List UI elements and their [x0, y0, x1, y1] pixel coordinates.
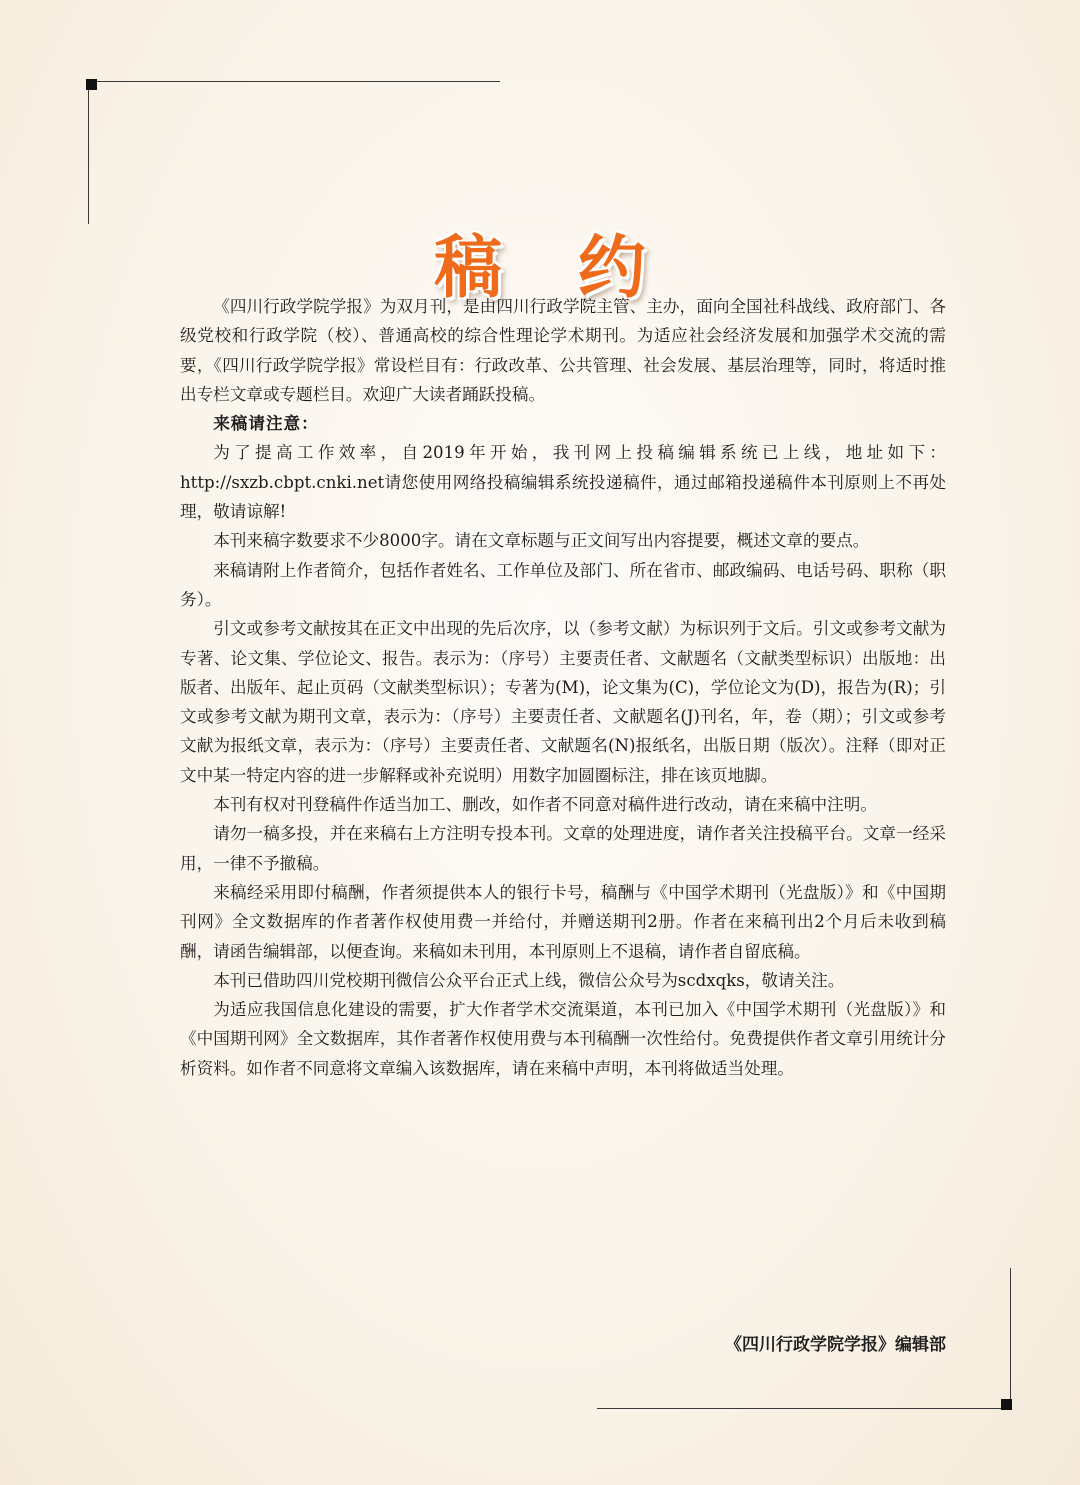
notice-heading: 来稿请注意： — [213, 413, 319, 434]
editorial-signature: 《四川行政学院学报》编辑部 — [725, 1335, 946, 1355]
corner-rule-bottom-right-horizontal — [597, 1408, 1011, 1409]
author-info-paragraph: 来稿请附上作者简介，包括作者姓名、工作单位及部门、所在省市、邮政编码、电话号码、职称（职务）。 — [180, 560, 946, 609]
database-paragraph: 为适应我国信息化建设的需要，扩大作者学术交流渠道，本刊已加入《中国学术期刊（光盘版）》和《中国期刊网》全文数据库，其作者著作权使用费与本刊稿酬一次性给付。免费提供作者文章引用统计分析资料。如作者不同意将文章编入该数据库，请在来稿中声明，本刊将做适当处理。 — [180, 1000, 946, 1078]
multiple-submission-paragraph: 请勿一稿多投，并在来稿右上方注明专投本刊。文章的处理进度，请作者关注投稿平台。文章一经采用，一律不予撤稿。 — [180, 824, 946, 873]
corner-rule-top-left-vertical — [88, 81, 89, 224]
article-body — [180, 292, 946, 1083]
references-paragraph: 引文或参考文献按其在正文中出现的先后次序，以（参考文献）为标识列于文后。引文或参考文献为专著、论文集、学位论文、报告。表示为：（序号）主要责任者、文献题名（文献类型标识）出版地：出版者、出版年、起止页码（文献类型标识）；专著为(M)，论文集为(C)，学位论文为(D)，报告为(R)；引文或参考文献为期刊文章，表示为：（序号）主要责任者、文献题名(J)刊名，年，卷（期）；引文或参考文献为报纸文章，表示为：（序号）主要责任者、文献题名(N)报纸名，出版日期（版次）。注释（即对正文中某一特定内容的进一步解释或补充说明）用数字加圆圈标注，排在该页地脚。 — [180, 619, 946, 785]
submission-system-paragraph: 为了提高工作效率，自2019年开始，我刊网上投稿编辑系统已上线，地址如下：http://sxzb.cbpt.cnki.net请您使用网络投稿编辑系统投递稿件，通过邮箱投递稿件本刊原则上不再处理，敬请谅解! — [180, 443, 946, 522]
corner-square-bottom-right — [1001, 1399, 1012, 1410]
page-title: 稿 约 — [434, 228, 672, 308]
corner-rule-bottom-right-vertical — [1010, 1268, 1011, 1409]
wechat-paragraph: 本刊已借助四川党校期刊微信公众平台正式上线，微信公众号为scdxqks，敬请关注。 — [213, 970, 845, 990]
remuneration-paragraph: 来稿经采用即付稿酬，作者须提供本人的银行卡号，稿酬与《中国学术期刊（光盘版）》和《中国期刊网》全文数据库的作者著作权使用费一并给付，并赠送期刊2册。作者在来稿刊出2个月后未收到稿酬，请函告编辑部，以便查询。来稿如未刊用，本刊原则上不退稿，请作者自留底稿。 — [180, 882, 946, 961]
corner-rule-top-left-horizontal — [88, 81, 500, 82]
word-count-paragraph: 本刊来稿字数要求不少8000字。请在文章标题与正文间写出内容提要，概述文章的要点。 — [213, 531, 870, 551]
editing-rights-paragraph: 本刊有权对刊登稿件作适当加工、删改，如作者不同意对稿件进行改动，请在来稿中注明。 — [213, 795, 877, 815]
intro-paragraph: 《四川行政学院学报》为双月刊，是由四川行政学院主管、主办，面向全国社科战线、政府部门、各级党校和行政学院（校）、普通高校的综合性理论学术期刊。为适应社会经济发展和加强学术交流的需要，《四川行政学院学报》常设栏目有：行政改革、公共管理、社会发展、基层治理等，同时，将适时推出专栏文章或专题栏目。欢迎广大读者踊跃投稿。 — [180, 297, 946, 404]
corner-square-top-left — [86, 79, 97, 90]
